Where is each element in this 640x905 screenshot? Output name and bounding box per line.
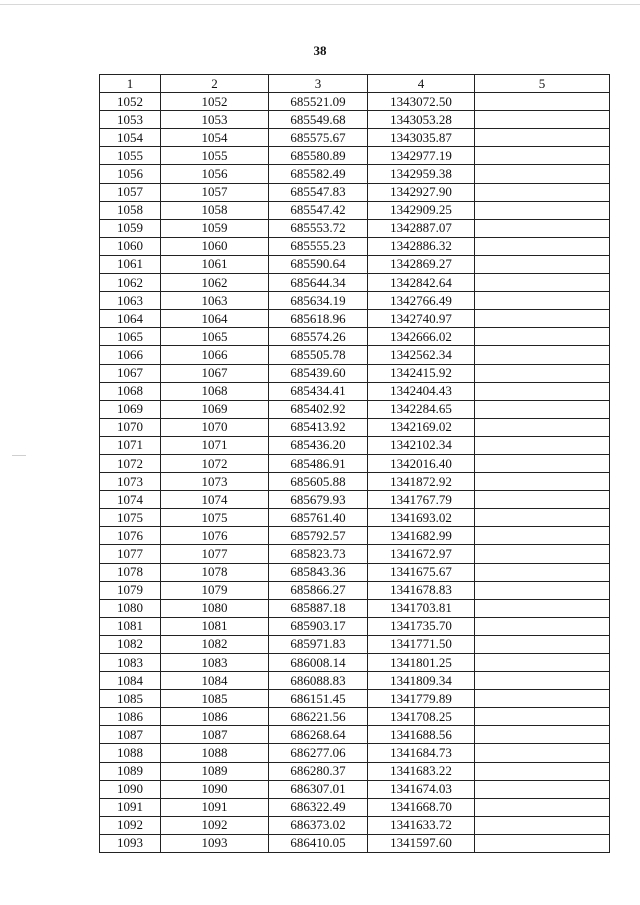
table-cell bbox=[475, 726, 610, 744]
table-row bbox=[100, 780, 610, 798]
table-row bbox=[100, 111, 610, 129]
table-cell: 1075 bbox=[100, 509, 161, 527]
table-cell: 1065 bbox=[100, 328, 161, 346]
table-row bbox=[100, 708, 610, 726]
table-cell: 1342766.49 bbox=[368, 292, 475, 310]
table-cell: 1087 bbox=[161, 726, 269, 744]
table-cell bbox=[475, 834, 610, 852]
table-cell: 1080 bbox=[100, 599, 161, 617]
table-cell: 1054 bbox=[100, 129, 161, 147]
table-cell: 685521.09 bbox=[269, 93, 368, 111]
table-cell: 1341684.73 bbox=[368, 744, 475, 762]
table-cell: 1060 bbox=[161, 237, 269, 255]
table-row bbox=[100, 527, 610, 545]
table-cell: 1082 bbox=[161, 635, 269, 653]
table-row bbox=[100, 509, 610, 527]
column-header: 5 bbox=[475, 75, 610, 93]
table-cell bbox=[475, 454, 610, 472]
table-cell: 1076 bbox=[100, 527, 161, 545]
table-cell: 1058 bbox=[100, 201, 161, 219]
table-cell: 685634.19 bbox=[269, 292, 368, 310]
table-cell: 1085 bbox=[161, 690, 269, 708]
table-row bbox=[100, 672, 610, 690]
table-cell: 1084 bbox=[161, 672, 269, 690]
table-cell bbox=[475, 509, 610, 527]
table-cell: 685971.83 bbox=[269, 635, 368, 653]
table-cell: 1061 bbox=[100, 255, 161, 273]
table-cell bbox=[475, 708, 610, 726]
table-cell: 686373.02 bbox=[269, 816, 368, 834]
table-cell: 1088 bbox=[161, 744, 269, 762]
table-cell: 686280.37 bbox=[269, 762, 368, 780]
table-row bbox=[100, 201, 610, 219]
table-cell bbox=[475, 780, 610, 798]
table-cell: 1092 bbox=[100, 816, 161, 834]
table-cell bbox=[475, 310, 610, 328]
table-cell: 685547.42 bbox=[269, 201, 368, 219]
table-cell: 1085 bbox=[100, 690, 161, 708]
table-cell: 685823.73 bbox=[269, 545, 368, 563]
table-cell: 686277.06 bbox=[269, 744, 368, 762]
table-cell: 1342562.34 bbox=[368, 346, 475, 364]
table-cell: 1087 bbox=[100, 726, 161, 744]
table-cell: 1059 bbox=[161, 219, 269, 237]
table-header-row bbox=[100, 75, 610, 93]
table-cell: 1342404.43 bbox=[368, 382, 475, 400]
table-cell bbox=[475, 274, 610, 292]
table-cell: 1342740.97 bbox=[368, 310, 475, 328]
table-cell: 1064 bbox=[100, 310, 161, 328]
column-header: 2 bbox=[161, 75, 269, 93]
table-row bbox=[100, 382, 610, 400]
table-cell bbox=[475, 165, 610, 183]
table-cell: 685903.17 bbox=[269, 617, 368, 635]
table-cell: 1062 bbox=[161, 274, 269, 292]
column-header: 4 bbox=[368, 75, 475, 93]
table-cell: 685436.20 bbox=[269, 436, 368, 454]
table-row bbox=[100, 473, 610, 491]
table-cell: 1065 bbox=[161, 328, 269, 346]
table-cell: 1341597.60 bbox=[368, 834, 475, 852]
table-cell: 1341779.89 bbox=[368, 690, 475, 708]
table-cell: 1342977.19 bbox=[368, 147, 475, 165]
table-cell bbox=[475, 237, 610, 255]
table-row bbox=[100, 129, 610, 147]
table-row bbox=[100, 816, 610, 834]
table-cell bbox=[475, 111, 610, 129]
table-cell: 1062 bbox=[100, 274, 161, 292]
table-cell: 1343072.50 bbox=[368, 93, 475, 111]
table-cell: 1341767.79 bbox=[368, 491, 475, 509]
table-cell: 685574.26 bbox=[269, 328, 368, 346]
table-row bbox=[100, 183, 610, 201]
table-cell bbox=[475, 563, 610, 581]
table-cell bbox=[475, 473, 610, 491]
table-row bbox=[100, 654, 610, 672]
table-cell: 1071 bbox=[100, 436, 161, 454]
table-cell: 1074 bbox=[100, 491, 161, 509]
table-cell: 1342169.02 bbox=[368, 418, 475, 436]
table-cell: 1064 bbox=[161, 310, 269, 328]
table-cell: 1092 bbox=[161, 816, 269, 834]
table-cell bbox=[475, 545, 610, 563]
table-row bbox=[100, 690, 610, 708]
table-row bbox=[100, 617, 610, 635]
table-cell: 685866.27 bbox=[269, 581, 368, 599]
table-cell: 1066 bbox=[100, 346, 161, 364]
table-cell: 1057 bbox=[100, 183, 161, 201]
table-row bbox=[100, 219, 610, 237]
table-cell: 1073 bbox=[161, 473, 269, 491]
table-cell: 686268.64 bbox=[269, 726, 368, 744]
table-cell: 1093 bbox=[100, 834, 161, 852]
table-row bbox=[100, 400, 610, 418]
table-cell: 686008.14 bbox=[269, 654, 368, 672]
column-header: 1 bbox=[100, 75, 161, 93]
page-number: 38 bbox=[313, 43, 327, 58]
table-cell: 1072 bbox=[161, 454, 269, 472]
table-cell: 1058 bbox=[161, 201, 269, 219]
table-cell: 685843.36 bbox=[269, 563, 368, 581]
table-row bbox=[100, 834, 610, 852]
table-cell: 1341703.81 bbox=[368, 599, 475, 617]
table-cell bbox=[475, 436, 610, 454]
table-cell: 1341682.99 bbox=[368, 527, 475, 545]
table-cell bbox=[475, 328, 610, 346]
table-cell: 1341688.56 bbox=[368, 726, 475, 744]
table-body bbox=[100, 93, 610, 853]
table-cell: 1055 bbox=[100, 147, 161, 165]
table-row bbox=[100, 255, 610, 273]
table-row bbox=[100, 726, 610, 744]
table-cell: 685402.92 bbox=[269, 400, 368, 418]
table-cell: 685486.91 bbox=[269, 454, 368, 472]
table-cell: 685439.60 bbox=[269, 364, 368, 382]
table-cell: 1342887.07 bbox=[368, 219, 475, 237]
table-cell: 1055 bbox=[161, 147, 269, 165]
table-row bbox=[100, 274, 610, 292]
table-cell: 1054 bbox=[161, 129, 269, 147]
table-cell: 1083 bbox=[100, 654, 161, 672]
table-cell: 1053 bbox=[161, 111, 269, 129]
table-cell bbox=[475, 418, 610, 436]
table-cell: 1072 bbox=[100, 454, 161, 472]
table-cell: 1070 bbox=[161, 418, 269, 436]
table-cell: 1341693.02 bbox=[368, 509, 475, 527]
table-cell: 1063 bbox=[100, 292, 161, 310]
table-row bbox=[100, 635, 610, 653]
table-cell: 1067 bbox=[100, 364, 161, 382]
table-cell bbox=[475, 219, 610, 237]
table-cell: 1341708.25 bbox=[368, 708, 475, 726]
table-row bbox=[100, 581, 610, 599]
table-cell bbox=[475, 491, 610, 509]
table-cell: 1078 bbox=[161, 563, 269, 581]
table-cell: 685547.83 bbox=[269, 183, 368, 201]
table-cell: 1342284.65 bbox=[368, 400, 475, 418]
table-cell: 685575.67 bbox=[269, 129, 368, 147]
table-row bbox=[100, 744, 610, 762]
table-cell: 1078 bbox=[100, 563, 161, 581]
table-cell bbox=[475, 798, 610, 816]
table-row bbox=[100, 93, 610, 111]
table-cell bbox=[475, 617, 610, 635]
table-cell: 1342842.64 bbox=[368, 274, 475, 292]
table-cell bbox=[475, 382, 610, 400]
table-row bbox=[100, 418, 610, 436]
table-cell: 1342666.02 bbox=[368, 328, 475, 346]
table-row bbox=[100, 563, 610, 581]
table-cell: 685580.89 bbox=[269, 147, 368, 165]
table-cell bbox=[475, 400, 610, 418]
table-cell bbox=[475, 364, 610, 382]
coordinates-table bbox=[99, 74, 610, 853]
table-cell: 1081 bbox=[100, 617, 161, 635]
table-cell bbox=[475, 201, 610, 219]
table-cell: 1089 bbox=[100, 762, 161, 780]
table-cell: 1341675.67 bbox=[368, 563, 475, 581]
table-cell: 1343035.87 bbox=[368, 129, 475, 147]
table-row bbox=[100, 762, 610, 780]
table-cell: 1074 bbox=[161, 491, 269, 509]
table-cell bbox=[475, 762, 610, 780]
table-cell: 1052 bbox=[100, 93, 161, 111]
table-cell: 1068 bbox=[161, 382, 269, 400]
table-cell: 1053 bbox=[100, 111, 161, 129]
table-cell: 1343053.28 bbox=[368, 111, 475, 129]
table-cell: 1088 bbox=[100, 744, 161, 762]
table-cell: 1093 bbox=[161, 834, 269, 852]
table-cell: 1084 bbox=[100, 672, 161, 690]
table-cell: 1056 bbox=[161, 165, 269, 183]
table-cell: 1086 bbox=[161, 708, 269, 726]
table-cell: 1341674.03 bbox=[368, 780, 475, 798]
table-cell: 1341771.50 bbox=[368, 635, 475, 653]
table-cell: 1082 bbox=[100, 635, 161, 653]
table-cell: 1341683.22 bbox=[368, 762, 475, 780]
table-cell: 685434.41 bbox=[269, 382, 368, 400]
scan-edge-top bbox=[0, 4, 640, 5]
table-cell: 1077 bbox=[100, 545, 161, 563]
table-cell bbox=[475, 654, 610, 672]
table-cell: 685582.49 bbox=[269, 165, 368, 183]
table-cell bbox=[475, 292, 610, 310]
table-cell: 1061 bbox=[161, 255, 269, 273]
table-cell: 1080 bbox=[161, 599, 269, 617]
column-header: 3 bbox=[269, 75, 368, 93]
table-cell: 685761.40 bbox=[269, 509, 368, 527]
table-cell: 1341872.92 bbox=[368, 473, 475, 491]
table-cell: 1342102.34 bbox=[368, 436, 475, 454]
table-cell: 1091 bbox=[100, 798, 161, 816]
table-cell bbox=[475, 690, 610, 708]
table-cell: 1342869.27 bbox=[368, 255, 475, 273]
table-cell: 1060 bbox=[100, 237, 161, 255]
table-cell: 685605.88 bbox=[269, 473, 368, 491]
table-cell: 1069 bbox=[100, 400, 161, 418]
table-cell: 685679.93 bbox=[269, 491, 368, 509]
table-cell bbox=[475, 527, 610, 545]
table-cell bbox=[475, 635, 610, 653]
table-cell: 1341672.97 bbox=[368, 545, 475, 563]
table-row bbox=[100, 798, 610, 816]
table-cell: 685413.92 bbox=[269, 418, 368, 436]
table-row bbox=[100, 147, 610, 165]
table-cell: 1342927.90 bbox=[368, 183, 475, 201]
table-cell: 1059 bbox=[100, 219, 161, 237]
table-cell: 1341678.83 bbox=[368, 581, 475, 599]
table-row bbox=[100, 454, 610, 472]
table-cell: 1057 bbox=[161, 183, 269, 201]
table-cell: 1342886.32 bbox=[368, 237, 475, 255]
table-cell: 685644.34 bbox=[269, 274, 368, 292]
table-cell: 1052 bbox=[161, 93, 269, 111]
table-cell bbox=[475, 816, 610, 834]
table-cell: 685549.68 bbox=[269, 111, 368, 129]
table-cell: 1076 bbox=[161, 527, 269, 545]
table-cell: 1066 bbox=[161, 346, 269, 364]
table-cell: 1056 bbox=[100, 165, 161, 183]
table-cell bbox=[475, 346, 610, 364]
table-cell bbox=[475, 147, 610, 165]
table-cell: 686322.49 bbox=[269, 798, 368, 816]
table-cell bbox=[475, 255, 610, 273]
table-cell: 1079 bbox=[161, 581, 269, 599]
table-row bbox=[100, 328, 610, 346]
table-row bbox=[100, 292, 610, 310]
table-cell: 1342909.25 bbox=[368, 201, 475, 219]
table-cell: 1069 bbox=[161, 400, 269, 418]
table-cell: 1341668.70 bbox=[368, 798, 475, 816]
table-row bbox=[100, 310, 610, 328]
table-cell: 686151.45 bbox=[269, 690, 368, 708]
table-cell: 685590.64 bbox=[269, 255, 368, 273]
table-row bbox=[100, 436, 610, 454]
table-cell: 1341735.70 bbox=[368, 617, 475, 635]
table-cell: 1341633.72 bbox=[368, 816, 475, 834]
table-cell: 1091 bbox=[161, 798, 269, 816]
table-cell: 686307.01 bbox=[269, 780, 368, 798]
table-row bbox=[100, 364, 610, 382]
table-cell bbox=[475, 744, 610, 762]
table-cell: 1341809.34 bbox=[368, 672, 475, 690]
table-cell: 1089 bbox=[161, 762, 269, 780]
table-cell: 1077 bbox=[161, 545, 269, 563]
table-cell: 1075 bbox=[161, 509, 269, 527]
table-cell: 1342016.40 bbox=[368, 454, 475, 472]
table-cell: 1086 bbox=[100, 708, 161, 726]
table-row bbox=[100, 346, 610, 364]
table-cell: 1079 bbox=[100, 581, 161, 599]
table-cell: 685553.72 bbox=[269, 219, 368, 237]
table-cell: 1342959.38 bbox=[368, 165, 475, 183]
table-cell: 1067 bbox=[161, 364, 269, 382]
table-cell bbox=[475, 93, 610, 111]
table-cell: 685555.23 bbox=[269, 237, 368, 255]
table-cell: 1073 bbox=[100, 473, 161, 491]
table-cell: 1341801.25 bbox=[368, 654, 475, 672]
table-cell: 1090 bbox=[100, 780, 161, 798]
table-cell: 686410.05 bbox=[269, 834, 368, 852]
table-row bbox=[100, 165, 610, 183]
table-cell: 1090 bbox=[161, 780, 269, 798]
table-row bbox=[100, 491, 610, 509]
table-cell: 1070 bbox=[100, 418, 161, 436]
table-cell: 1068 bbox=[100, 382, 161, 400]
table-cell: 685887.18 bbox=[269, 599, 368, 617]
table-cell: 1071 bbox=[161, 436, 269, 454]
table-cell bbox=[475, 599, 610, 617]
table-cell: 1063 bbox=[161, 292, 269, 310]
table-cell: 1083 bbox=[161, 654, 269, 672]
scan-edge-mark bbox=[12, 455, 26, 456]
table-cell bbox=[475, 129, 610, 147]
table-row bbox=[100, 599, 610, 617]
table-cell: 1081 bbox=[161, 617, 269, 635]
table-cell bbox=[475, 672, 610, 690]
table-cell: 685505.78 bbox=[269, 346, 368, 364]
table-cell: 686221.56 bbox=[269, 708, 368, 726]
table-cell: 1342415.92 bbox=[368, 364, 475, 382]
table-row bbox=[100, 545, 610, 563]
table-cell bbox=[475, 581, 610, 599]
table-cell: 686088.83 bbox=[269, 672, 368, 690]
table-row bbox=[100, 237, 610, 255]
table-cell: 685618.96 bbox=[269, 310, 368, 328]
table-cell: 685792.57 bbox=[269, 527, 368, 545]
table-cell bbox=[475, 183, 610, 201]
